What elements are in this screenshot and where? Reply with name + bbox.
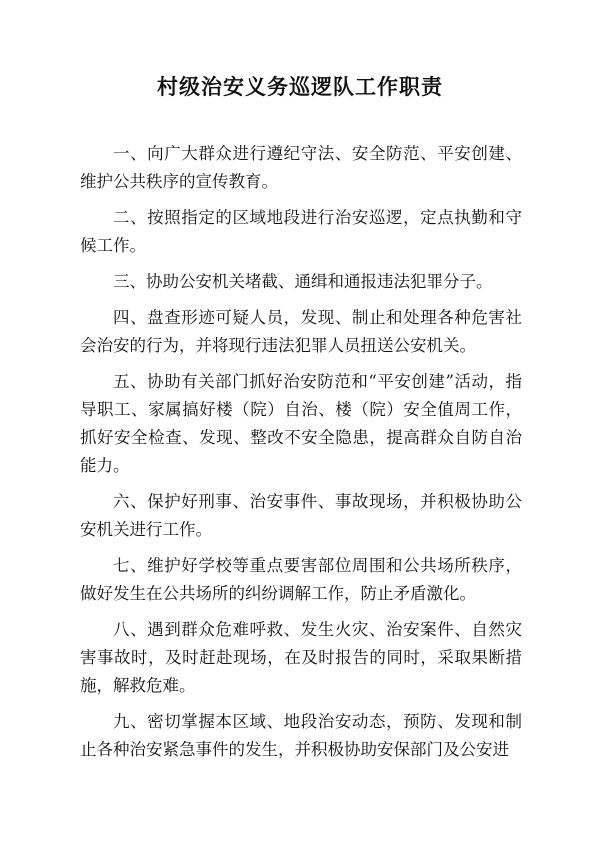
paragraph-4: 四、盘查形迹可疑人员，发现、制止和处理各种危害社会治安的行为，并将现行违法犯罪人员扭送公安机关。: [80, 308, 522, 355]
paragraph-5: 五、协助有关部门抓好治安防范和“平安创建”活动，指导职工、家属搞好楼（院）自治、楼（院）安全值周工作，抓好安全检查、发现、整改不安全隐患，提高群众自防自治能力。: [80, 372, 522, 475]
paragraph-8: 八、遇到群众危难呼救、发生火灾、治安案件、自然灾害事故时，及时赶赴现场，在及时报告的同时，采取果断措施，解救危难。: [80, 620, 522, 695]
paragraph-2: 二、按照指定的区域地段进行治安巡逻，定点执勤和守候工作。: [80, 208, 522, 255]
paragraph-6: 六、保护好刑事、治安事件、事故现场，并积极协助公安机关进行工作。: [80, 492, 522, 539]
document-body: [80, 140, 522, 772]
paragraph-3: 三、协助公安机关堵截、通缉和通报违法犯罪分子。: [113, 272, 493, 291]
paragraph-9: 九、密切掌握本区域、地段治安动态，预防、发现和制止各种治安紧急事件的发生，并积极协助安保部门及公安进: [80, 712, 522, 759]
paragraph-7: 七、维护好学校等重点要害部位周围和公共场所秩序，做好发生在公共场所的纠纷调解工作，防止矛盾激化。: [80, 556, 522, 603]
document-title: 村级治安义务巡逻队工作职责: [157, 75, 443, 99]
paragraph-1: 一、向广大群众进行遵纪守法、安全防范、平安创建、维护公共秩序的宣传教育。: [80, 144, 522, 191]
